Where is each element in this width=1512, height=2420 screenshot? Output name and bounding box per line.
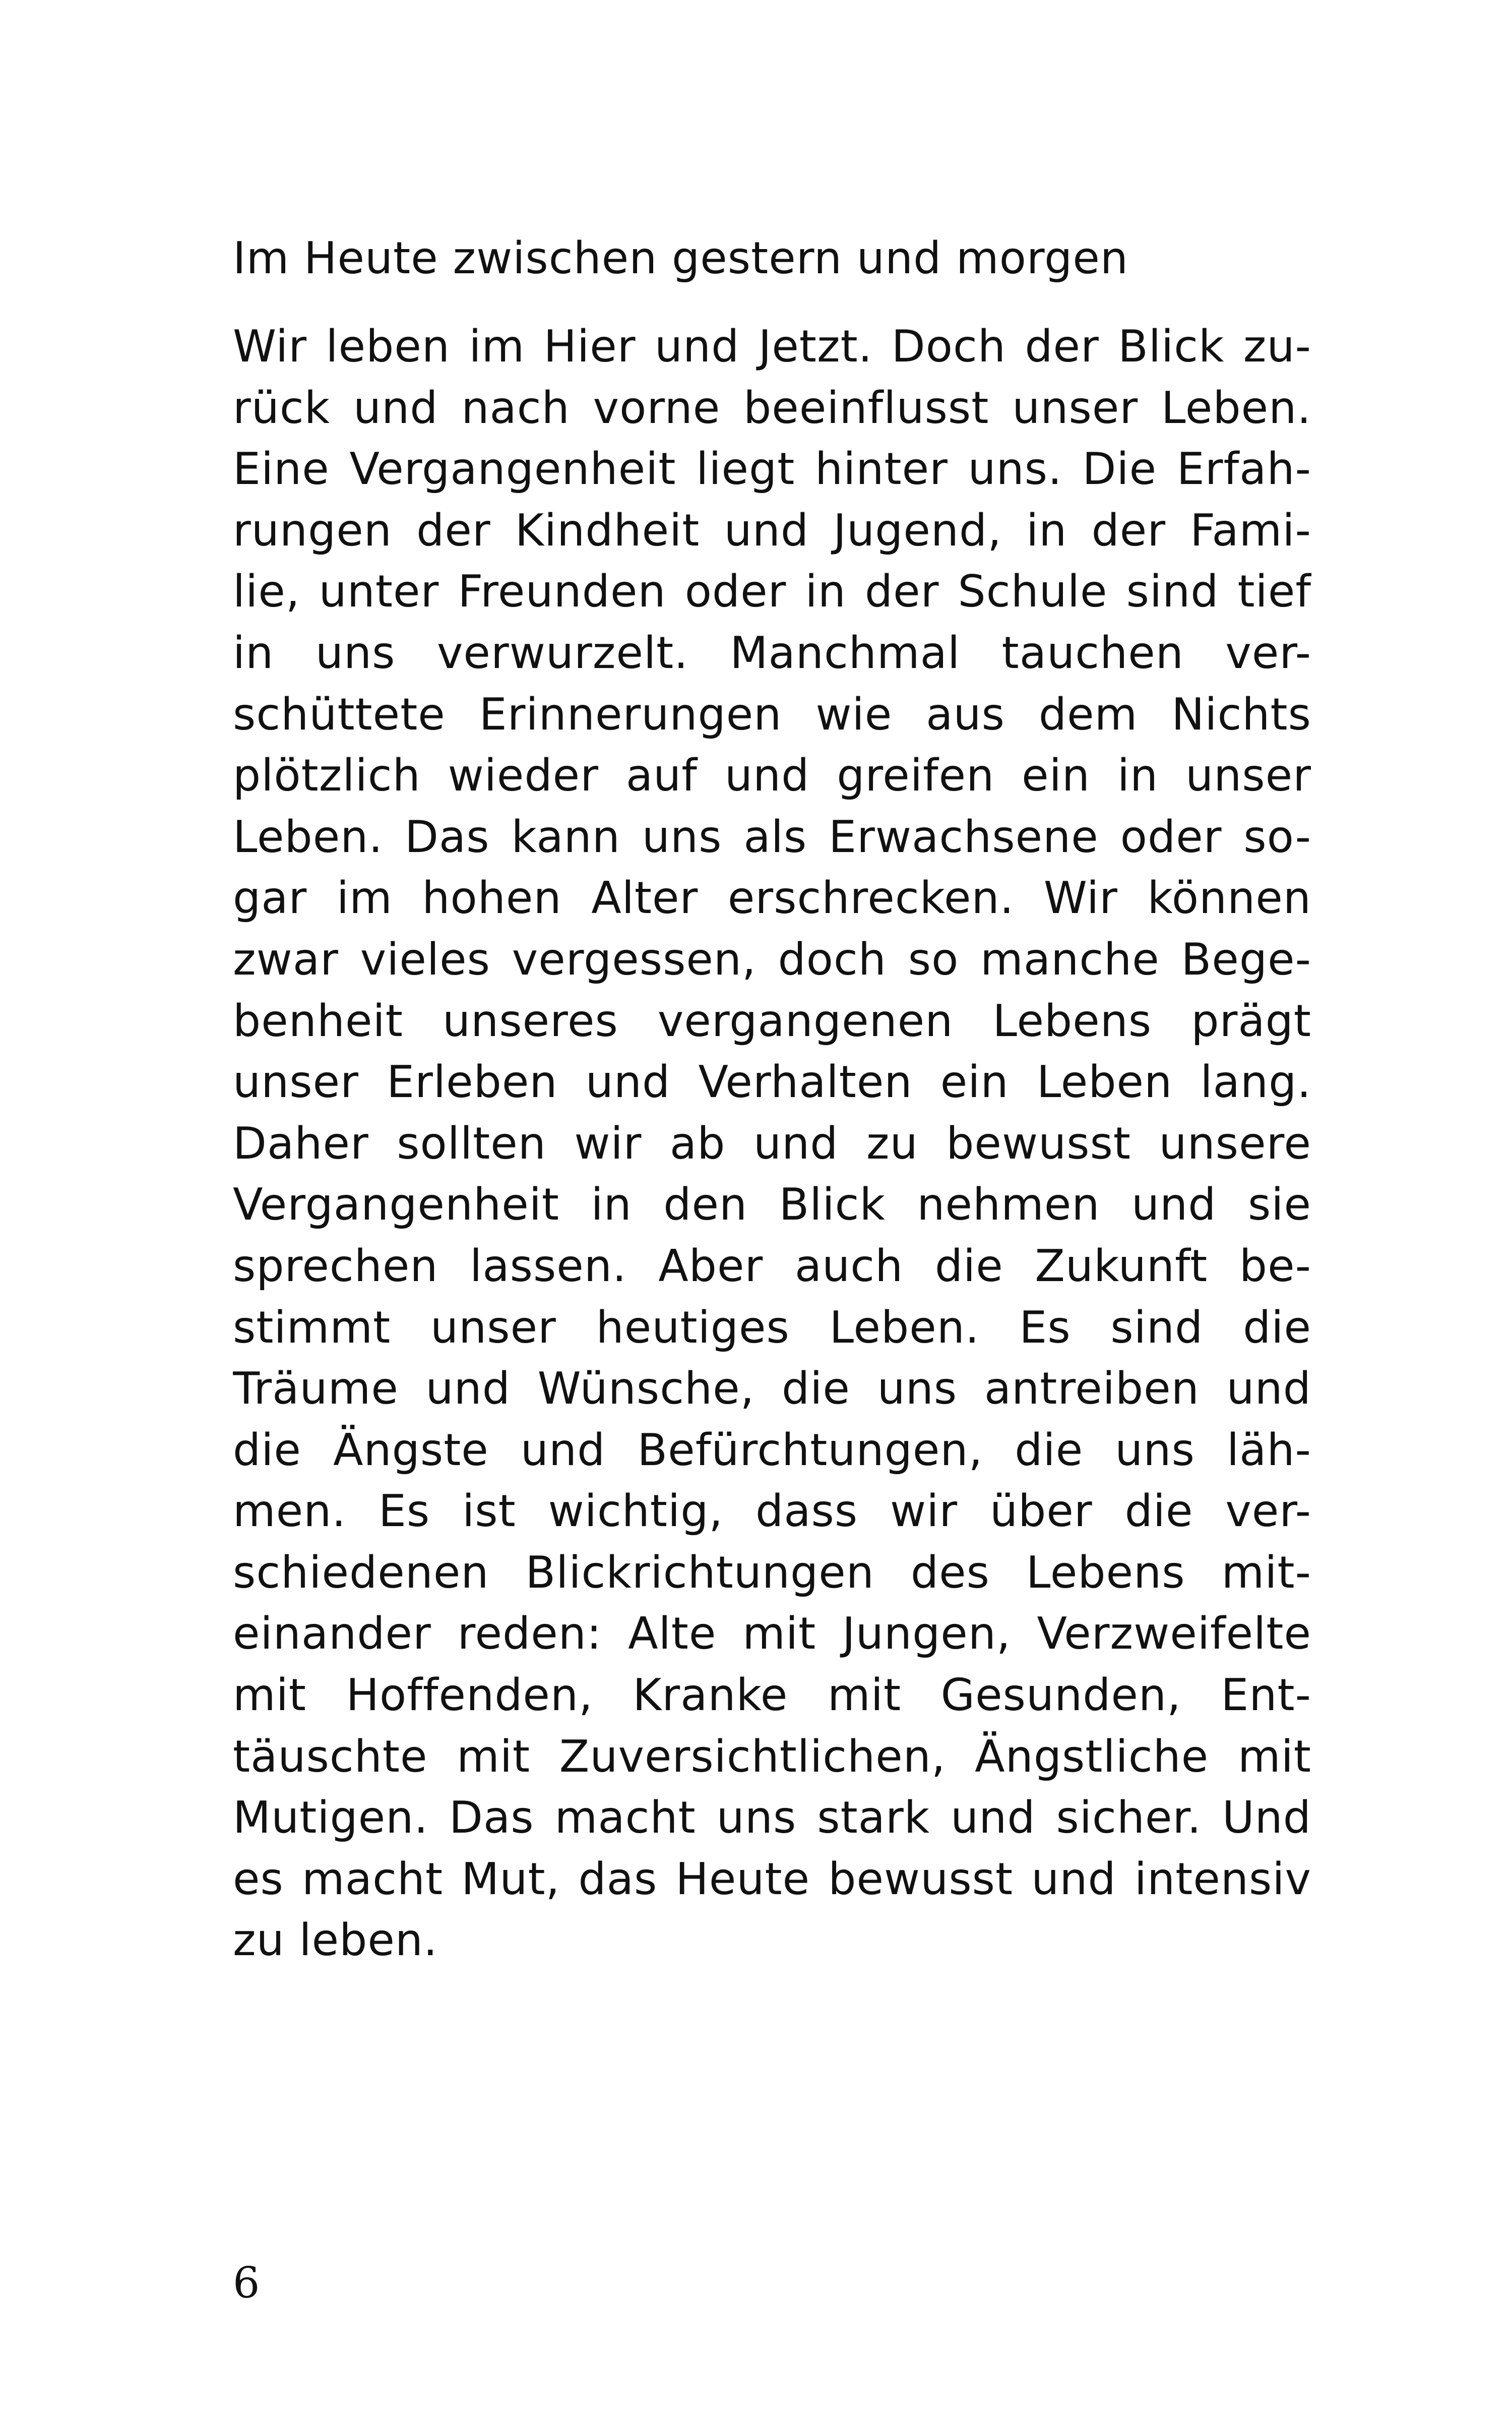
text-line: zu leben.	[233, 1914, 438, 1966]
text-line: Daher sollten wir ab und zu bewusst unsere	[233, 1117, 1311, 1169]
text-line: Eine Vergangenheit liegt hinter uns. Die Erfah-	[233, 443, 1311, 495]
text-line: benheit unseres vergangenen Lebens prägt	[233, 995, 1311, 1047]
body-paragraph	[233, 316, 1311, 1971]
text-line: Mutigen. Das macht uns stark und sicher. Und	[233, 1792, 1311, 1844]
text-line: mit Hoffenden, Kranke mit Gesunden, Ent-	[233, 1669, 1311, 1721]
text-line: in uns verwurzelt. Manchmal tauchen ver-	[233, 627, 1311, 679]
text-line: zwar vieles vergessen, doch so manche Bege-	[233, 933, 1311, 985]
text-line: rungen der Kindheit und Jugend, in der Fami-	[233, 504, 1311, 556]
text-line: Wir leben im Hier und Jetzt. Doch der Blick zu-	[233, 321, 1311, 372]
text-line: Träume und Wünsche, die uns antreiben und	[233, 1363, 1311, 1415]
page-number: 6	[233, 2258, 260, 2308]
text-line: schiedenen Blickrichtungen des Lebens mit-	[233, 1546, 1311, 1598]
text-line: täuschte mit Zuversichtlichen, Ängstliche mit	[233, 1730, 1311, 1782]
text-line: unser Erleben und Verhalten ein Leben lang.	[233, 1056, 1311, 1108]
text-line: es macht Mut, das Heute bewusst und intensiv	[233, 1853, 1311, 1905]
text-line: einander reden: Alte mit Jungen, Verzweifelte	[233, 1608, 1311, 1660]
page-title: Im Heute zwischen gestern und morgen	[233, 232, 1129, 284]
text-line: plötzlich wieder auf und greifen ein in unser	[233, 750, 1311, 802]
text-line: lie, unter Freunden oder in der Schule sind tief	[233, 566, 1311, 618]
text-line: men. Es ist wichtig, dass wir über die ver-	[233, 1485, 1311, 1537]
text-line: die Ängste und Befürchtungen, die uns läh-	[233, 1424, 1311, 1476]
text-line: Vergangenheit in den Blick nehmen und sie	[233, 1179, 1311, 1231]
text-line: sprechen lassen. Aber auch die Zukunft be-	[233, 1240, 1311, 1292]
text-line: rück und nach vorne beeinflusst unser Leben.	[233, 382, 1311, 434]
text-line: gar im hohen Alter erschrecken. Wir können	[233, 872, 1311, 924]
text-line: stimmt unser heutiges Leben. Es sind die	[233, 1301, 1311, 1353]
text-line: Leben. Das kann uns als Erwachsene oder so-	[233, 811, 1311, 863]
text-line: schüttete Erinnerungen wie aus dem Nichts	[233, 688, 1311, 740]
